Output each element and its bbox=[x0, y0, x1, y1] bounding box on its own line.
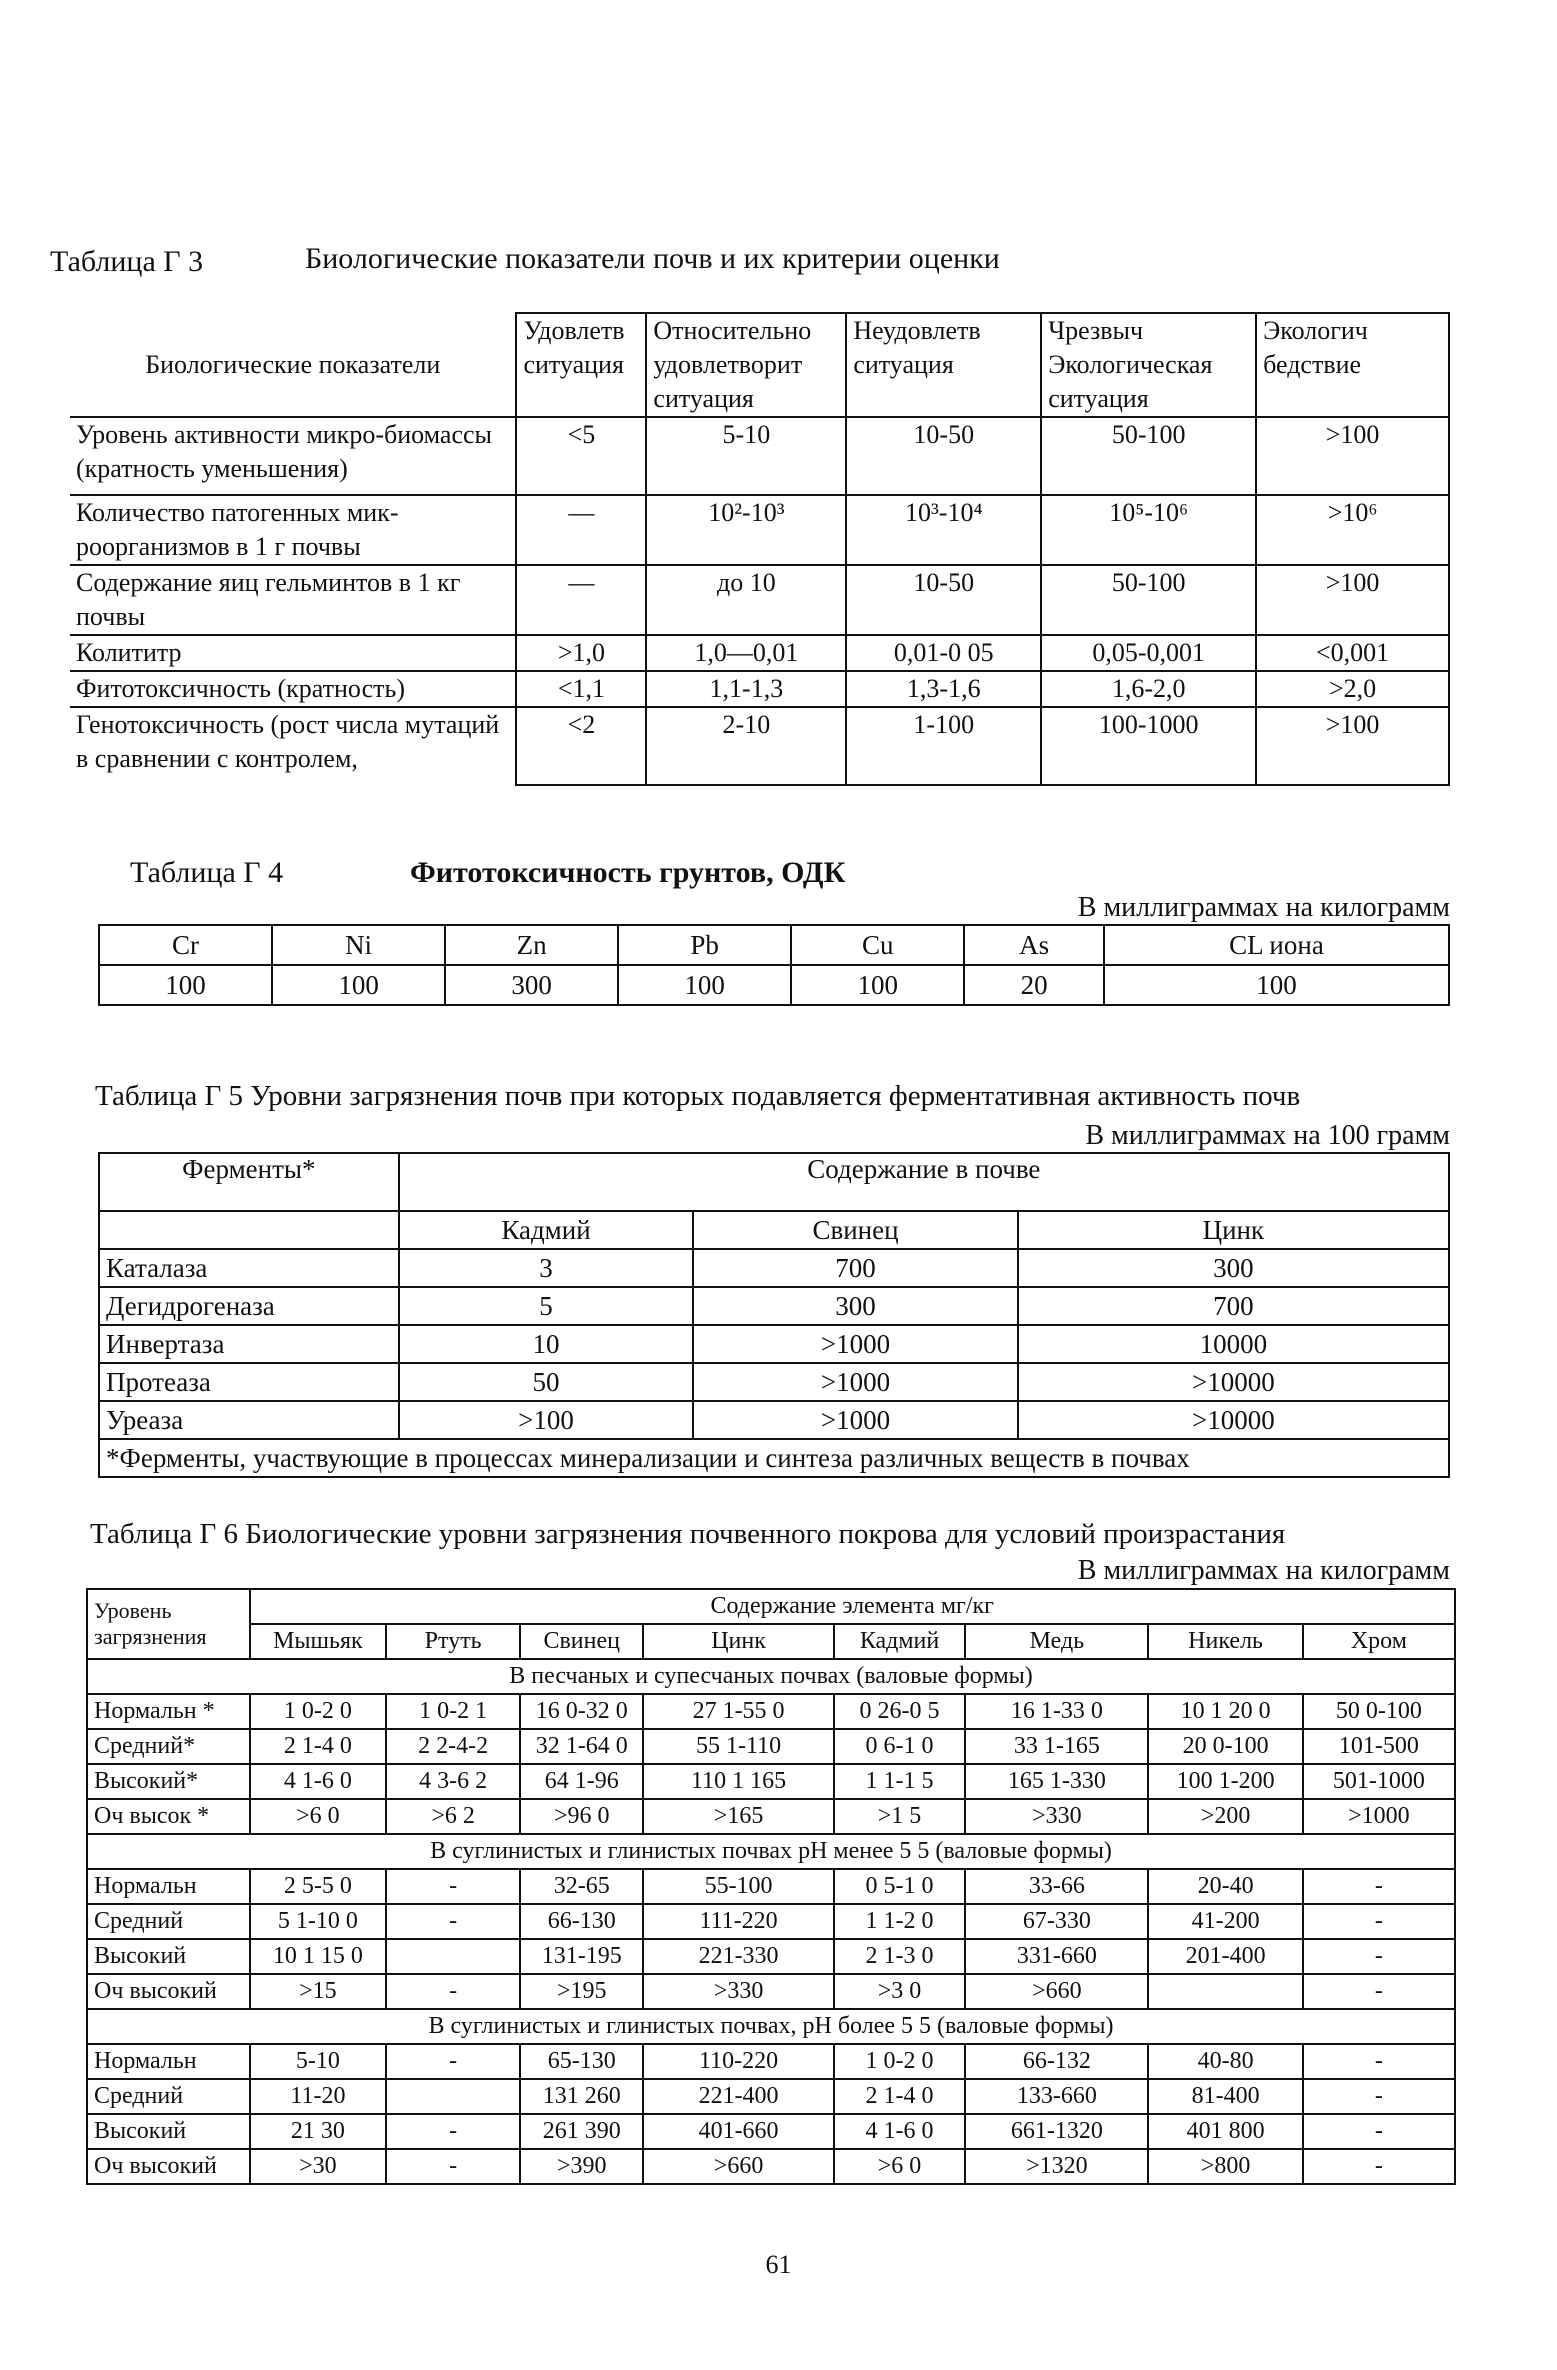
table-3-cell: до 10 bbox=[646, 565, 846, 635]
table-6-cell: - bbox=[386, 2044, 520, 2079]
table-5-cell: Протеаза bbox=[99, 1363, 399, 1401]
table-6-row-label: Оч высок * bbox=[87, 1799, 250, 1834]
table-6-cell: >330 bbox=[643, 1974, 833, 2009]
table-6-cell: 5-10 bbox=[250, 2044, 387, 2079]
table-6-cell: 20-40 bbox=[1148, 1869, 1302, 1904]
table-3-cell: >100 bbox=[1256, 417, 1449, 495]
table-6-cell: - bbox=[386, 2114, 520, 2149]
table-6-section-title: В суглинистых и глинистых почвах рН менее 5 5 (валовые формы) bbox=[87, 1834, 1455, 1869]
table-6-cell: 11-20 bbox=[250, 2079, 387, 2114]
table-6-cell: - bbox=[1303, 1904, 1455, 1939]
table-6-cell: 1 0-2 0 bbox=[834, 2044, 966, 2079]
table-6-cell: - bbox=[386, 2149, 520, 2184]
table-5-cell: Инвертаза bbox=[99, 1325, 399, 1363]
table-6-cell: 201-400 bbox=[1148, 1939, 1302, 1974]
table-4-title: Фитотоксичность грунтов, ОДК bbox=[410, 856, 846, 889]
table-row bbox=[87, 1869, 1455, 1904]
table-6-cell bbox=[386, 1939, 520, 1974]
table-3-cell: <0,001 bbox=[1256, 635, 1449, 671]
table-row bbox=[70, 635, 1449, 671]
table-6-cell: - bbox=[386, 1869, 520, 1904]
table-5-title: Таблица Г 5 Уровни загрязнения почв при которых подавляется ферментативная активность почв bbox=[95, 1080, 1301, 1112]
table-6-cell bbox=[386, 2079, 520, 2114]
table-5-metal-header: Цинк bbox=[1018, 1211, 1449, 1249]
table-3-header: Экологич бедствие bbox=[1256, 313, 1449, 417]
table-3-cell: >100 bbox=[1256, 565, 1449, 635]
table-6-cell: 221-330 bbox=[643, 1939, 833, 1974]
table-3-cell: 1-100 bbox=[846, 707, 1041, 785]
table-5-cell: >100 bbox=[399, 1401, 694, 1439]
table-row bbox=[70, 417, 1449, 495]
table-3-cell: Генотоксичность (рост числа мутаций в сравнении с контролем, bbox=[70, 707, 516, 785]
table-3-cell: 10²-10³ bbox=[646, 495, 846, 565]
table-6-element-header: Кадмий bbox=[834, 1624, 966, 1659]
table-6-cell: >1000 bbox=[1303, 1799, 1455, 1834]
table-3-header: Биологические показатели bbox=[70, 313, 516, 417]
table-6-cell: 20 0-100 bbox=[1148, 1729, 1302, 1764]
table-6-element-header: Свинец bbox=[520, 1624, 643, 1659]
table-6-row-label: Средний bbox=[87, 1904, 250, 1939]
table-6-cell: >6 0 bbox=[834, 2149, 966, 2184]
table-4-cell: 100 bbox=[99, 965, 272, 1005]
table-6-cell: 165 1-330 bbox=[965, 1764, 1148, 1799]
table-3-cell: 1,6-2,0 bbox=[1041, 671, 1256, 707]
table-6-cell: 67-330 bbox=[965, 1904, 1148, 1939]
table-6-cell: 33 1-165 bbox=[965, 1729, 1148, 1764]
table-6-cell: >800 bbox=[1148, 2149, 1302, 2184]
table-6-cell: - bbox=[1303, 1974, 1455, 2009]
table-5-cell: >1000 bbox=[693, 1325, 1017, 1363]
table-6-cell: >660 bbox=[643, 2149, 833, 2184]
table-6-cell: 50 0-100 bbox=[1303, 1694, 1455, 1729]
table-4-header: Ni bbox=[272, 925, 445, 965]
table-3-cell: Уровень активности микро-биомассы (кратность уменьшения) bbox=[70, 417, 516, 495]
table-4-cell: 100 bbox=[1104, 965, 1449, 1005]
table-5-cell: 700 bbox=[693, 1249, 1017, 1287]
table-6-cell: 131 260 bbox=[520, 2079, 643, 2114]
table-3-cell: 1,1-1,3 bbox=[646, 671, 846, 707]
table-4-unit: В миллиграммах на килограмм bbox=[1077, 892, 1450, 923]
table-6-cell: 81-400 bbox=[1148, 2079, 1302, 2114]
table-row bbox=[87, 1694, 1455, 1729]
table-6-cell: 110 1 165 bbox=[643, 1764, 833, 1799]
table-6-cell: 21 30 bbox=[250, 2114, 387, 2149]
table-3-cell: 0,01-0 05 bbox=[846, 635, 1041, 671]
table-6-element-header: Ртуть bbox=[386, 1624, 520, 1659]
table-4-header: Cu bbox=[791, 925, 964, 965]
table-6-section-row bbox=[87, 1659, 1455, 1694]
table-6-row-label: Нормальн * bbox=[87, 1694, 250, 1729]
table-row bbox=[70, 565, 1449, 635]
table-6-unit: В миллиграммах на килограмм bbox=[1077, 1555, 1450, 1586]
table-3-cell: >10⁶ bbox=[1256, 495, 1449, 565]
table-6-cell: >195 bbox=[520, 1974, 643, 2009]
table-3-caption: Таблица Г 3 bbox=[50, 245, 204, 278]
table-5-cell: 5 bbox=[399, 1287, 694, 1325]
table-row bbox=[70, 707, 1449, 785]
table-6-cell: 2 1-3 0 bbox=[834, 1939, 966, 1974]
table-3-cell: — bbox=[516, 495, 646, 565]
table-row bbox=[70, 671, 1449, 707]
table-6-cell: 1 0-2 1 bbox=[386, 1694, 520, 1729]
table-6-cell: 41-200 bbox=[1148, 1904, 1302, 1939]
table-3-title: Биологические показатели почв и их критерии оценки bbox=[305, 242, 1000, 275]
table-3-cell: — bbox=[516, 565, 646, 635]
table-6-cell: 10 1 15 0 bbox=[250, 1939, 387, 1974]
table-6-section-title: В суглинистых и глинистых почвах, рН более 5 5 (валовые формы) bbox=[87, 2009, 1455, 2044]
table-6-cell: 55-100 bbox=[643, 1869, 833, 1904]
table-row bbox=[87, 1729, 1455, 1764]
table-6-cell: 131-195 bbox=[520, 1939, 643, 1974]
table-6-element-header: Мышьяк bbox=[250, 1624, 387, 1659]
table-3-cell: 10-50 bbox=[846, 565, 1041, 635]
table-6-cell: >200 bbox=[1148, 1799, 1302, 1834]
table-6-header-content: Содержание элемента мг/кг bbox=[250, 1589, 1456, 1624]
table-6-cell: 0 6-1 0 bbox=[834, 1729, 966, 1764]
table-5-header-row bbox=[99, 1153, 1449, 1211]
table-6-cell: >1 5 bbox=[834, 1799, 966, 1834]
table-3-header-row bbox=[70, 313, 1449, 417]
table-6-cell: 4 1-6 0 bbox=[250, 1764, 387, 1799]
table-6-cell: 401 800 bbox=[1148, 2114, 1302, 2149]
table-6-row-label: Высокий bbox=[87, 1939, 250, 1974]
table-6-section-row bbox=[87, 2009, 1455, 2044]
table-4 bbox=[98, 924, 1450, 1006]
table-6-cell: 16 1-33 0 bbox=[965, 1694, 1148, 1729]
table-5-cell: >1000 bbox=[693, 1363, 1017, 1401]
table-row bbox=[87, 2114, 1455, 2149]
table-6-cell: - bbox=[1303, 2114, 1455, 2149]
table-6-cell: 4 1-6 0 bbox=[834, 2114, 966, 2149]
table-3-cell: Фитотоксичность (кратность) bbox=[70, 671, 516, 707]
table-row bbox=[70, 495, 1449, 565]
table-5-cell: 3 bbox=[399, 1249, 694, 1287]
table-3-cell: <5 bbox=[516, 417, 646, 495]
table-row bbox=[87, 1939, 1455, 1974]
table-6-cell: - bbox=[1303, 1939, 1455, 1974]
table-5-metal-header: Кадмий bbox=[399, 1211, 694, 1249]
table-6-section-row bbox=[87, 1834, 1455, 1869]
table-row bbox=[99, 1363, 1449, 1401]
table-6-element-header: Хром bbox=[1303, 1624, 1455, 1659]
table-6-cell: 0 26-0 5 bbox=[834, 1694, 966, 1729]
table-5-cell: 10000 bbox=[1018, 1325, 1449, 1363]
table-3-cell: <1,1 bbox=[516, 671, 646, 707]
table-row bbox=[99, 1325, 1449, 1363]
table-3-cell: 1,0—0,01 bbox=[646, 635, 846, 671]
table-6-cell: 100 1-200 bbox=[1148, 1764, 1302, 1799]
table-6-row-label: Высокий* bbox=[87, 1764, 250, 1799]
table-6-cell: 2 2-4-2 bbox=[386, 1729, 520, 1764]
table-6-cell: >3 0 bbox=[834, 1974, 966, 2009]
table-4-header: Pb bbox=[618, 925, 791, 965]
table-3-cell: 50-100 bbox=[1041, 417, 1256, 495]
table-3-cell: <2 bbox=[516, 707, 646, 785]
table-3-cell: 2-10 bbox=[646, 707, 846, 785]
table-3-header: Удовлетв ситуация bbox=[516, 313, 646, 417]
table-6-cell: >6 0 bbox=[250, 1799, 387, 1834]
table-row bbox=[99, 1401, 1449, 1439]
table-6-cell: >1320 bbox=[965, 2149, 1148, 2184]
table-6-cell: 1 0-2 0 bbox=[250, 1694, 387, 1729]
table-6-cell: >6 2 bbox=[386, 1799, 520, 1834]
table-6-cell: 32-65 bbox=[520, 1869, 643, 1904]
table-6-cell: 0 5-1 0 bbox=[834, 1869, 966, 1904]
table-6-cell bbox=[1148, 1974, 1302, 2009]
table-6-cell: 33-66 bbox=[965, 1869, 1148, 1904]
table-row bbox=[99, 1287, 1449, 1325]
table-3-cell: 10-50 bbox=[846, 417, 1041, 495]
table-5-cell: Каталаза bbox=[99, 1249, 399, 1287]
table-row bbox=[99, 965, 1449, 1005]
table-row bbox=[87, 2044, 1455, 2079]
table-6-cell: 401-660 bbox=[643, 2114, 833, 2149]
table-row bbox=[87, 1904, 1455, 1939]
table-6-cell: 2 5-5 0 bbox=[250, 1869, 387, 1904]
table-5-header-content: Содержание в почве bbox=[399, 1153, 1449, 1211]
table-6-cell: 10 1 20 0 bbox=[1148, 1694, 1302, 1729]
table-6-cell: 133-660 bbox=[965, 2079, 1148, 2114]
table-3-header: Неудовлетв ситуация bbox=[846, 313, 1041, 417]
table-4-cell: 100 bbox=[618, 965, 791, 1005]
table-3-cell: 10³-10⁴ bbox=[846, 495, 1041, 565]
table-6-title: Таблица Г 6 Биологические уровни загрязнения почвенного покрова для условий произрастания bbox=[90, 1518, 1286, 1550]
table-4-cell: 100 bbox=[272, 965, 445, 1005]
table-5-cell: >10000 bbox=[1018, 1401, 1449, 1439]
table-5-footnote-row bbox=[99, 1439, 1449, 1477]
table-5-cell: Уреаза bbox=[99, 1401, 399, 1439]
table-6-row-label: Средний* bbox=[87, 1729, 250, 1764]
table-6-elements-row bbox=[87, 1624, 1455, 1659]
table-3-cell: >100 bbox=[1256, 707, 1449, 785]
table-3 bbox=[70, 312, 1450, 786]
table-6-cell: 27 1-55 0 bbox=[643, 1694, 833, 1729]
table-3-cell: Колититр bbox=[70, 635, 516, 671]
table-5-cell: 300 bbox=[693, 1287, 1017, 1325]
table-5-footnote: *Ферменты, участвующие в процессах минерализации и синтеза различных веществ в почвах bbox=[99, 1439, 1449, 1477]
table-6-element-header: Медь bbox=[965, 1624, 1148, 1659]
table-6-cell: - bbox=[1303, 2149, 1455, 2184]
table-6-section-title: В песчаных и супесчаных почвах (валовые формы) bbox=[87, 1659, 1455, 1694]
table-6-header-level: Уровень загрязнения bbox=[87, 1589, 250, 1659]
table-6-cell: 4 3-6 2 bbox=[386, 1764, 520, 1799]
table-6-cell: 32 1-64 0 bbox=[520, 1729, 643, 1764]
table-4-header: As bbox=[964, 925, 1104, 965]
table-6-cell: 101-500 bbox=[1303, 1729, 1455, 1764]
table-6-cell: - bbox=[386, 1904, 520, 1939]
table-4-cell: 300 bbox=[445, 965, 618, 1005]
table-6-cell: >330 bbox=[965, 1799, 1148, 1834]
table-6-cell: 55 1-110 bbox=[643, 1729, 833, 1764]
table-6-cell: 2 1-4 0 bbox=[834, 2079, 966, 2114]
table-6-cell: 16 0-32 0 bbox=[520, 1694, 643, 1729]
table-6-element-header: Никель bbox=[1148, 1624, 1302, 1659]
table-row bbox=[87, 2079, 1455, 2114]
table-4-cell: 100 bbox=[791, 965, 964, 1005]
table-6-cell: 66-130 bbox=[520, 1904, 643, 1939]
table-row bbox=[87, 2149, 1455, 2184]
table-4-header: Zn bbox=[445, 925, 618, 965]
table-row bbox=[87, 1799, 1455, 1834]
table-4-caption: Таблица Г 4 bbox=[130, 856, 284, 889]
table-3-cell: Количество патогенных мик-роорганизмов в 1 г почвы bbox=[70, 495, 516, 565]
table-6-row-label: Средний bbox=[87, 2079, 250, 2114]
table-6-cell: >165 bbox=[643, 1799, 833, 1834]
table-5-metal-header: Свинец bbox=[693, 1211, 1017, 1249]
table-6-cell: 1 1-2 0 bbox=[834, 1904, 966, 1939]
table-6-cell: 66-132 bbox=[965, 2044, 1148, 2079]
table-6-cell: - bbox=[1303, 1869, 1455, 1904]
table-3-header: Относительно удовлетворит ситуация bbox=[646, 313, 846, 417]
table-row bbox=[87, 1974, 1455, 2009]
table-5-metals-row bbox=[99, 1211, 1449, 1249]
table-6-cell: >30 bbox=[250, 2149, 387, 2184]
table-3-cell: 10⁵-10⁶ bbox=[1041, 495, 1256, 565]
table-6-row-label: Нормальн bbox=[87, 2044, 250, 2079]
table-6-cell: 5 1-10 0 bbox=[250, 1904, 387, 1939]
page-number: 61 bbox=[765, 2250, 792, 2279]
table-4-header: Cr bbox=[99, 925, 272, 965]
table-6-cell: >96 0 bbox=[520, 1799, 643, 1834]
table-5-cell: 300 bbox=[1018, 1249, 1449, 1287]
table-3-cell: 5-10 bbox=[646, 417, 846, 495]
table-5-header-enzymes: Ферменты* bbox=[99, 1153, 399, 1211]
table-5-cell: Дегидрогеназа bbox=[99, 1287, 399, 1325]
table-row bbox=[99, 1249, 1449, 1287]
table-6-cell: >660 bbox=[965, 1974, 1148, 2009]
table-5-cell: 50 bbox=[399, 1363, 694, 1401]
table-6 bbox=[86, 1588, 1456, 2185]
table-6-cell: 64 1-96 bbox=[520, 1764, 643, 1799]
table-6-row-label: Оч высокий bbox=[87, 2149, 250, 2184]
table-6-cell: 261 390 bbox=[520, 2114, 643, 2149]
table-6-cell: 331-660 bbox=[965, 1939, 1148, 1974]
table-5-cell: >10000 bbox=[1018, 1363, 1449, 1401]
table-6-cell: 110-220 bbox=[643, 2044, 833, 2079]
table-6-cell: - bbox=[386, 1974, 520, 2009]
table-6-cell: 501-1000 bbox=[1303, 1764, 1455, 1799]
table-6-cell: >15 bbox=[250, 1974, 387, 2009]
table-6-cell: 221-400 bbox=[643, 2079, 833, 2114]
table-3-cell: 100-1000 bbox=[1041, 707, 1256, 785]
table-6-cell: 1 1-1 5 bbox=[834, 1764, 966, 1799]
table-6-cell: - bbox=[1303, 2044, 1455, 2079]
table-4-header-row bbox=[99, 925, 1449, 965]
table-6-element-header: Цинк bbox=[643, 1624, 833, 1659]
table-6-cell: >390 bbox=[520, 2149, 643, 2184]
table-3-cell: 0,05-0,001 bbox=[1041, 635, 1256, 671]
table-5-unit: В миллиграммах на 100 грамм bbox=[1085, 1120, 1450, 1151]
table-3-cell: >1,0 bbox=[516, 635, 646, 671]
table-row bbox=[87, 1764, 1455, 1799]
table-6-cell: 40-80 bbox=[1148, 2044, 1302, 2079]
table-3-header: Чрезвыч Экологическая ситуация bbox=[1041, 313, 1256, 417]
table-5-cell: >1000 bbox=[693, 1401, 1017, 1439]
table-4-cell: 20 bbox=[964, 965, 1104, 1005]
table-3-cell: Содержание яиц гельминтов в 1 кг почвы bbox=[70, 565, 516, 635]
table-6-cell: 2 1-4 0 bbox=[250, 1729, 387, 1764]
table-6-cell: 111-220 bbox=[643, 1904, 833, 1939]
table-6-row-label: Оч высокий bbox=[87, 1974, 250, 2009]
table-5-cell: 700 bbox=[1018, 1287, 1449, 1325]
table-5-cell: 10 bbox=[399, 1325, 694, 1363]
table-6-header-row bbox=[87, 1589, 1455, 1624]
table-4-header: CL иона bbox=[1104, 925, 1449, 965]
table-3-cell: 1,3-1,6 bbox=[846, 671, 1041, 707]
table-3-cell: 50-100 bbox=[1041, 565, 1256, 635]
table-5 bbox=[98, 1152, 1450, 1478]
table-6-cell: 661-1320 bbox=[965, 2114, 1148, 2149]
table-6-row-label: Высокий bbox=[87, 2114, 250, 2149]
table-6-cell: 65-130 bbox=[520, 2044, 643, 2079]
table-6-cell: - bbox=[1303, 2079, 1455, 2114]
table-6-row-label: Нормальн bbox=[87, 1869, 250, 1904]
table-3-cell: >2,0 bbox=[1256, 671, 1449, 707]
